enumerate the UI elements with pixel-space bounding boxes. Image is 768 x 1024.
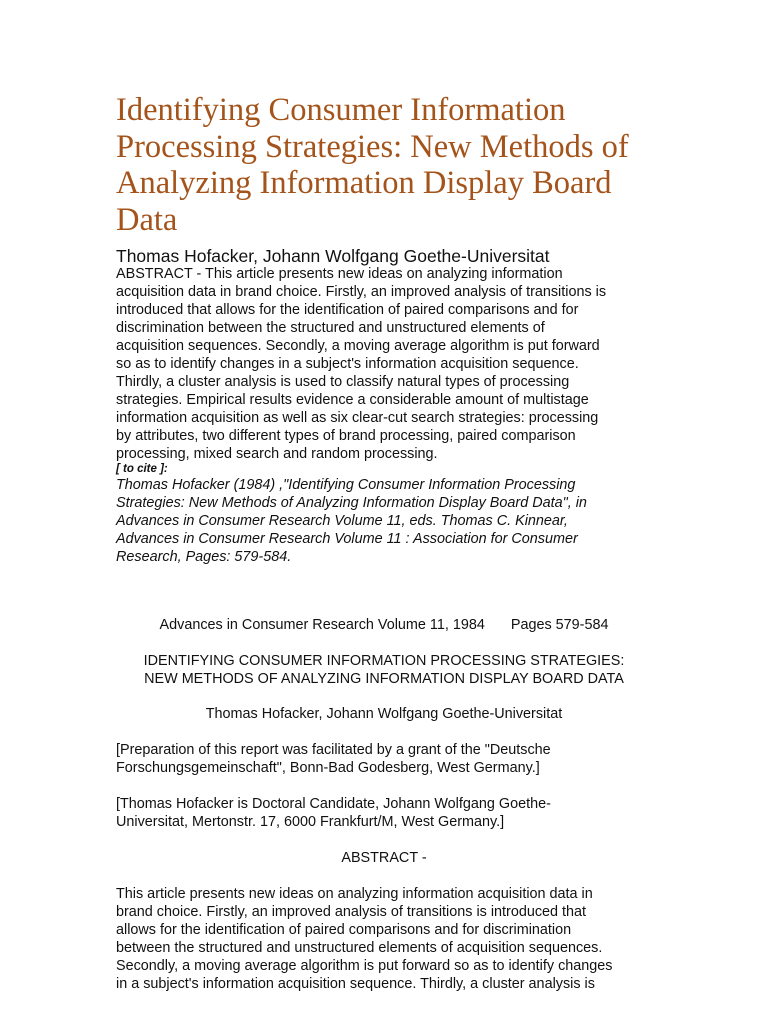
article-heading: [0, 652, 768, 688]
page-range: Pages 579-584: [510, 617, 609, 633]
abstract-line: by attributes, two different types of brand processing, paired comparison: [116, 428, 576, 444]
abstract-line: introduced that allows for the identification of paired comparisons and for: [116, 302, 579, 318]
abstract-line: acquisition data in brand choice. Firstly, an improved analysis of transitions is: [116, 284, 607, 300]
article-authors: Thomas Hofacker, Johann Wolfgang Goethe-Universitat: [205, 706, 563, 722]
body-line: Secondly, a moving average algorithm is put forward so as to identify changes: [116, 958, 613, 974]
author-note: [116, 795, 656, 831]
body-line: allows for the identification of paired comparisons and for discrimination: [116, 922, 572, 938]
citation-line: Strategies: New Methods of Analyzing Information Display Board Data", in: [116, 495, 587, 511]
body-line: brand choice. Firstly, an improved analysis of transitions is introduced that: [116, 904, 587, 920]
article-heading-line: NEW METHODS OF ANALYZING INFORMATION DISPLAY BOARD DATA: [144, 671, 624, 687]
citation-text: [116, 476, 656, 566]
funding-note-line: [Preparation of this report was facilitated by a grant of the "Deutsche: [116, 742, 551, 758]
citation-line: Advances in Consumer Research Volume 11 : Association for Consumer: [116, 531, 578, 547]
abstract-line: ABSTRACT - This article presents new ideas on analyzing information: [116, 266, 563, 282]
abstract-line: acquisition sequences. Secondly, a moving average algorithm is put forward: [116, 338, 600, 354]
article-heading-line: IDENTIFYING CONSUMER INFORMATION PROCESSING STRATEGIES:: [143, 653, 625, 669]
to-cite-link[interactable]: [ to cite ]:: [116, 463, 168, 475]
abstract-summary: [116, 265, 656, 463]
citation-line: Thomas Hofacker (1984) ,"Identifying Consumer Information Processing: [116, 477, 576, 493]
abstract-line: information acquisition as well as six clear-cut search strategies: processing: [116, 410, 599, 426]
abstract-line: discrimination between the structured and unstructured elements of: [116, 320, 545, 336]
abstract-line: so as to identify changes in a subject's information acquisition sequence.: [116, 356, 579, 372]
abstract-body: [116, 885, 656, 993]
journal-info: [0, 616, 768, 634]
abstract-line: processing, mixed search and random processing.: [116, 446, 438, 462]
funding-note: [116, 741, 656, 777]
abstract-line: Thirdly, a cluster analysis is used to classify natural types of processing: [116, 374, 570, 390]
journal-name: Advances in Consumer Research Volume 11, 1984: [159, 617, 485, 633]
citation-line: Advances in Consumer Research Volume 11, eds. Thomas C. Kinnear,: [116, 513, 568, 529]
funding-note-line: Forschungsgemeinschaft", Bonn-Bad Godesberg, West Germany.]: [116, 760, 540, 776]
citation-line: Research, Pages: 579-584.: [116, 549, 292, 565]
abstract-line: strategies. Empirical results evidence a considerable amount of multistage: [116, 392, 589, 408]
document-title: Identifying Consumer Information Processing Strategies: New Methods of Analyzing Information Display Board Data: [116, 92, 629, 238]
body-line: in a subject's information acquisition sequence. Thirdly, a cluster analysis is: [116, 976, 595, 992]
document-authors: Thomas Hofacker, Johann Wolfgang Goethe-Universitat: [116, 246, 550, 266]
body-line: between the structured and unstructured elements of acquisition sequences.: [116, 940, 603, 956]
author-note-line: [Thomas Hofacker is Doctoral Candidate, Johann Wolfgang Goethe-: [116, 796, 551, 812]
author-note-line: Universitat, Mertonstr. 17, 6000 Frankfurt/M, West Germany.]: [116, 814, 505, 830]
body-line: This article presents new ideas on analyzing information acquisition data in: [116, 886, 593, 902]
abstract-heading: ABSTRACT -: [341, 850, 427, 866]
